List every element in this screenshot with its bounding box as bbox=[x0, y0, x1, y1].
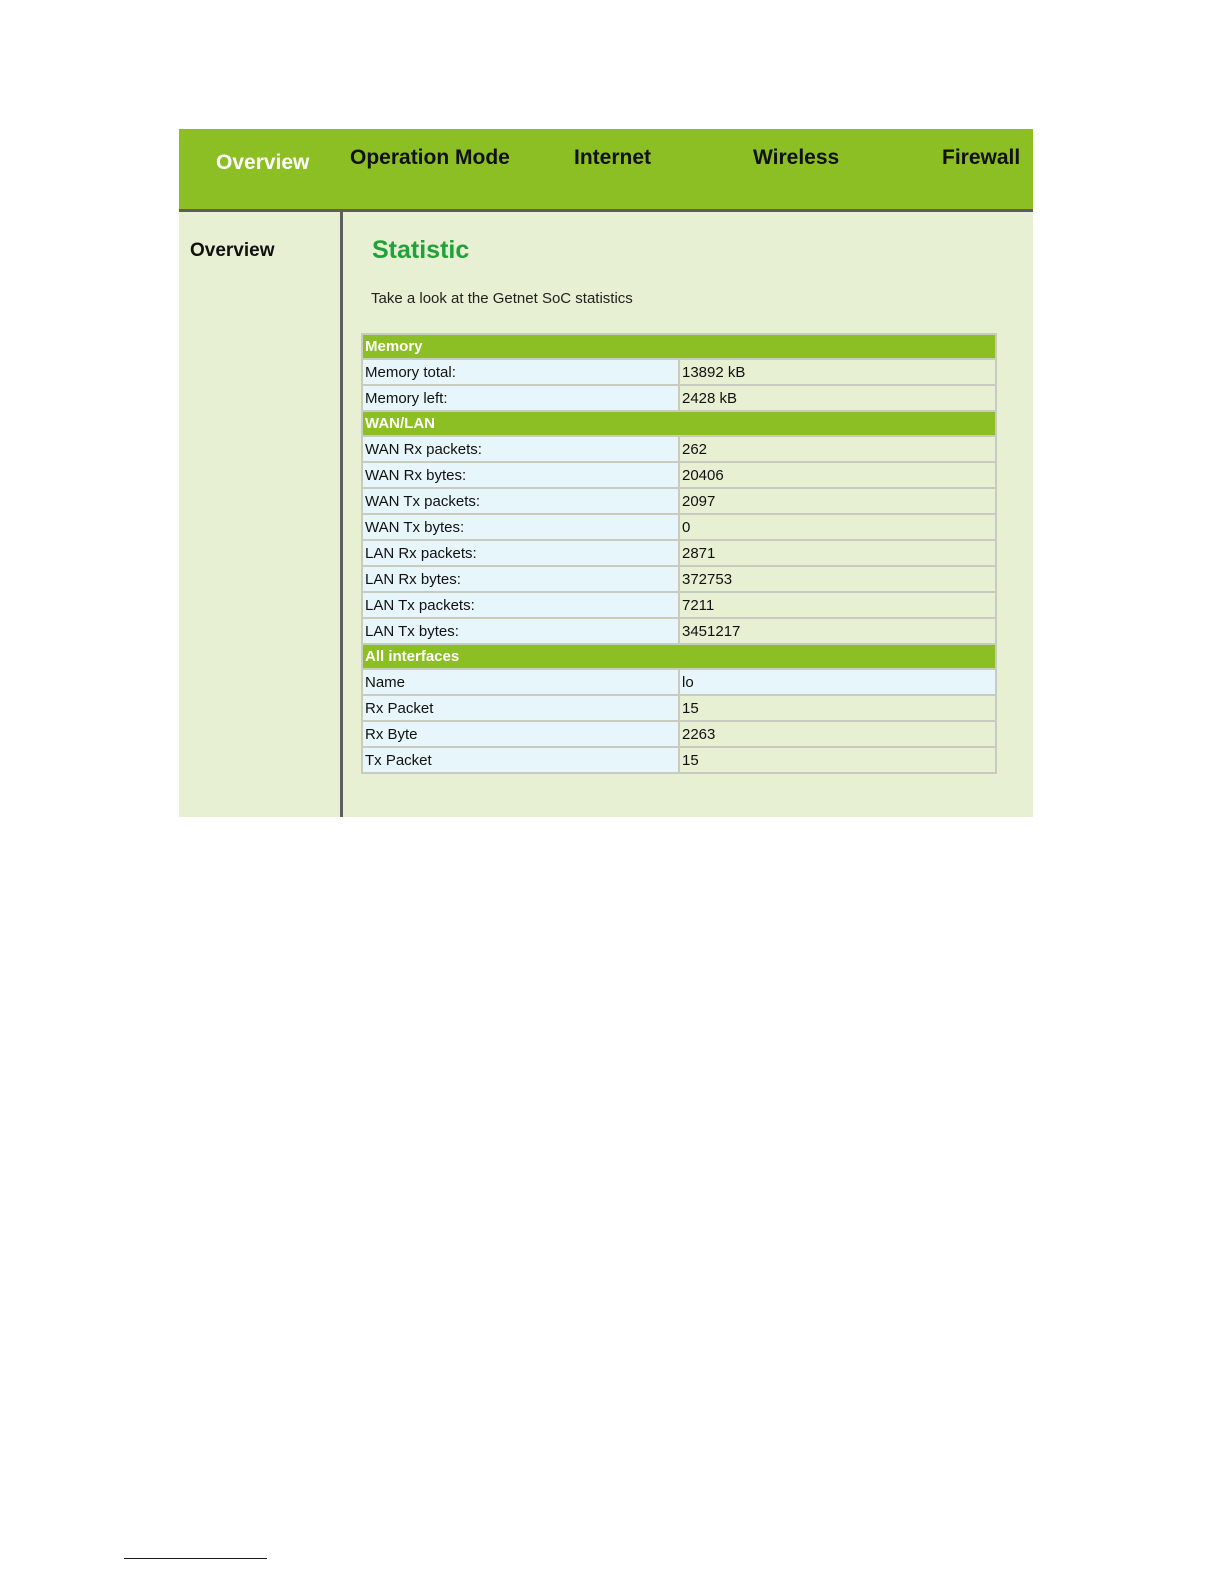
sidebar bbox=[179, 212, 343, 817]
row-label: Tx Packet bbox=[362, 747, 679, 773]
row-label: Name bbox=[362, 669, 679, 695]
section-title-wan-lan: WAN/LAN bbox=[362, 411, 996, 436]
table-row bbox=[362, 488, 996, 514]
table-row bbox=[362, 359, 996, 385]
table-row bbox=[362, 462, 996, 488]
row-value: 3451217 bbox=[679, 618, 996, 644]
row-value: 0 bbox=[679, 514, 996, 540]
page-description: Take a look at the Getnet SoC statistics bbox=[371, 290, 633, 307]
statistics-table bbox=[361, 333, 997, 774]
row-value: 2428 kB bbox=[679, 385, 996, 411]
main-content bbox=[343, 212, 1033, 817]
row-label: Rx Packet bbox=[362, 695, 679, 721]
row-value: 13892 kB bbox=[679, 359, 996, 385]
row-label: WAN Rx bytes: bbox=[362, 462, 679, 488]
row-value: 7211 bbox=[679, 592, 996, 618]
nav-tab-firewall[interactable]: Firewall bbox=[942, 146, 1021, 169]
page-title: Statistic bbox=[372, 236, 470, 264]
row-label: Rx Byte bbox=[362, 721, 679, 747]
nav-tab-internet[interactable]: Internet bbox=[574, 146, 652, 169]
table-row bbox=[362, 436, 996, 462]
table-row bbox=[362, 669, 996, 695]
row-label: Memory total: bbox=[362, 359, 679, 385]
row-value: 15 bbox=[679, 695, 996, 721]
row-value: 2263 bbox=[679, 721, 996, 747]
table-row bbox=[362, 618, 996, 644]
row-label: WAN Rx packets: bbox=[362, 436, 679, 462]
row-label: WAN Tx packets: bbox=[362, 488, 679, 514]
table-row bbox=[362, 566, 996, 592]
section-title-all-interfaces: All interfaces bbox=[362, 644, 996, 669]
sidebar-item-overview[interactable]: Overview bbox=[190, 240, 275, 261]
table-row bbox=[362, 695, 996, 721]
table-row bbox=[362, 385, 996, 411]
row-label: LAN Rx bytes: bbox=[362, 566, 679, 592]
row-label: Memory left: bbox=[362, 385, 679, 411]
row-label: LAN Tx packets: bbox=[362, 592, 679, 618]
table-row bbox=[362, 514, 996, 540]
nav-tab-overview[interactable]: Overview bbox=[216, 151, 310, 174]
row-value: 2097 bbox=[679, 488, 996, 514]
row-value: 20406 bbox=[679, 462, 996, 488]
table-row bbox=[362, 747, 996, 773]
section-header-row bbox=[362, 411, 996, 436]
router-admin-frame bbox=[179, 129, 1033, 817]
section-title-memory: Memory bbox=[362, 334, 996, 359]
section-header-row bbox=[362, 644, 996, 669]
top-navigation-bar bbox=[179, 129, 1033, 212]
table-row bbox=[362, 540, 996, 566]
table-row bbox=[362, 592, 996, 618]
row-value: 2871 bbox=[679, 540, 996, 566]
row-value: 15 bbox=[679, 747, 996, 773]
row-value: lo bbox=[679, 669, 996, 695]
row-label: LAN Rx packets: bbox=[362, 540, 679, 566]
row-value: 262 bbox=[679, 436, 996, 462]
row-label: WAN Tx bytes: bbox=[362, 514, 679, 540]
row-label: LAN Tx bytes: bbox=[362, 618, 679, 644]
row-value: 372753 bbox=[679, 566, 996, 592]
footnote-separator bbox=[124, 1558, 267, 1559]
nav-tab-wireless[interactable]: Wireless bbox=[753, 146, 840, 169]
table-row bbox=[362, 721, 996, 747]
nav-tab-operation-mode[interactable]: Operation Mode bbox=[350, 146, 510, 169]
section-header-row bbox=[362, 334, 996, 359]
